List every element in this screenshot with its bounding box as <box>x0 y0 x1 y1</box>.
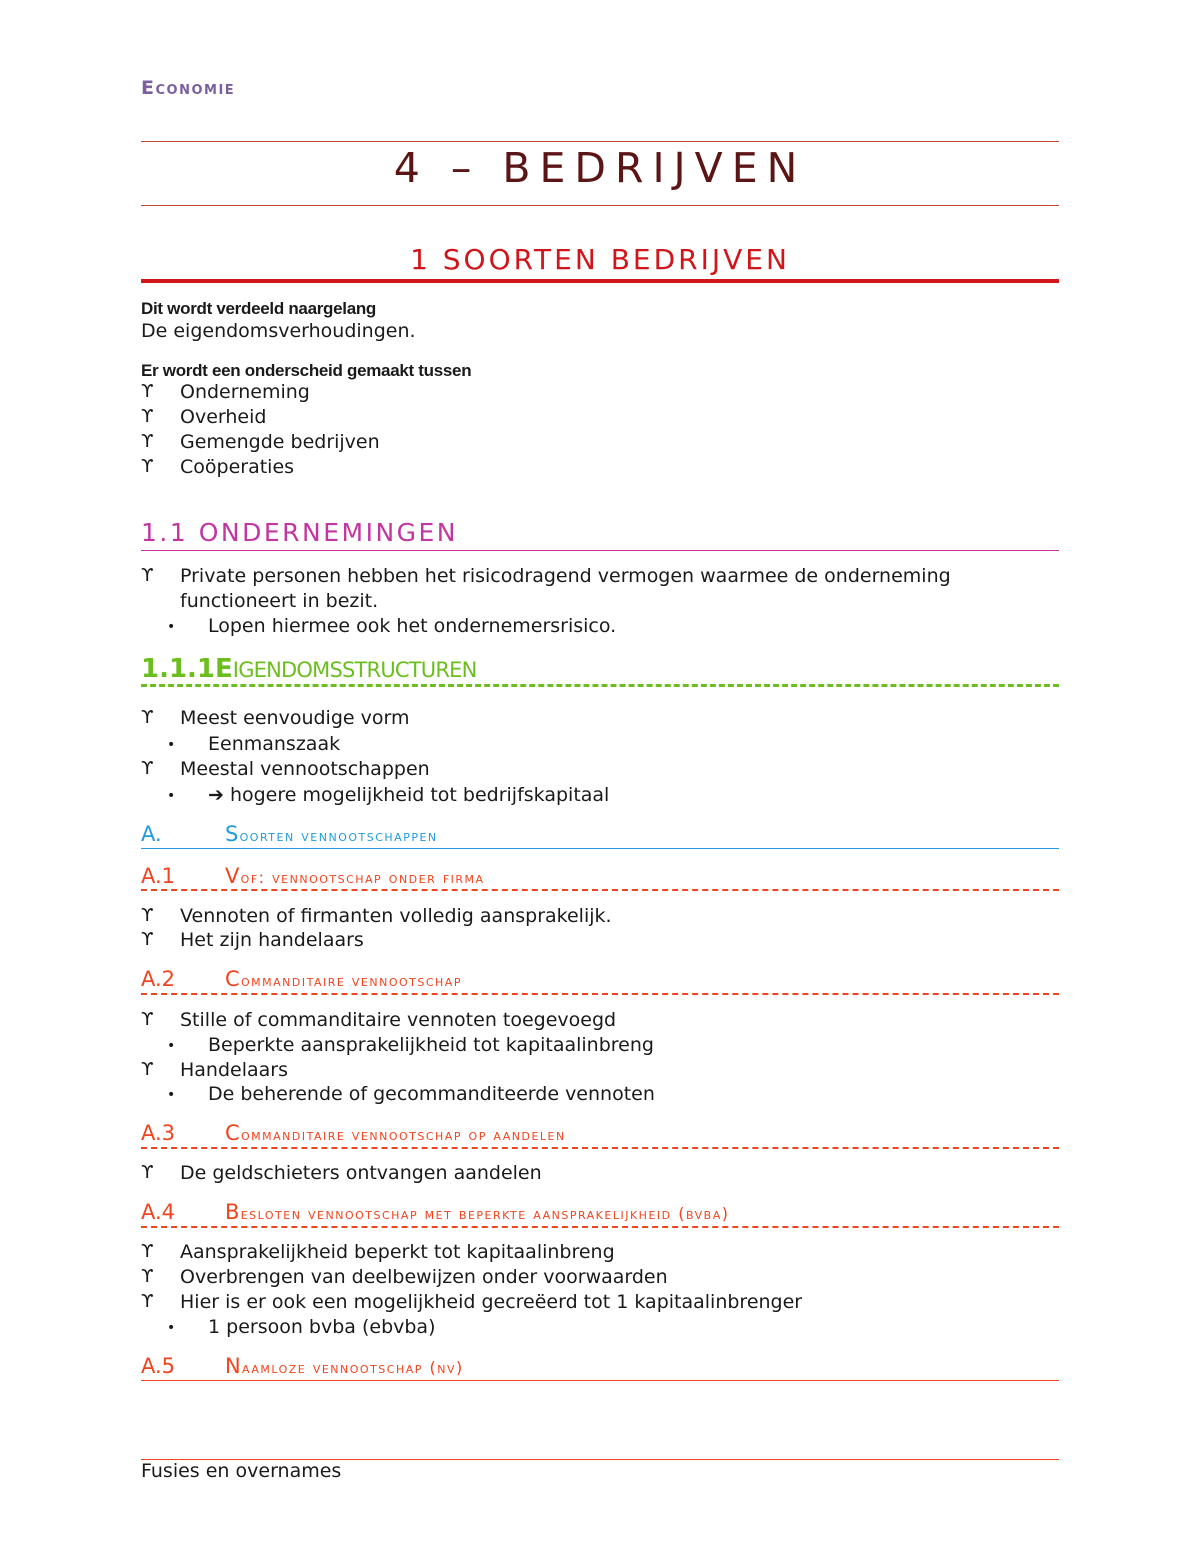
list-item-text: Gemengde bedrijven <box>180 431 380 453</box>
section-a-heading: A. Soorten vennootschappen <box>141 822 438 846</box>
intro-label: Dit wordt verdeeld naargelang <box>141 299 377 318</box>
bullet-icon: ϒ <box>141 431 154 452</box>
section-a-rule <box>141 848 1059 849</box>
dot-bullet-icon: • <box>167 788 176 804</box>
bullet-icon: ϒ <box>141 1059 154 1080</box>
list-item-text: De geldschieters ontvangen aandelen <box>180 1162 542 1184</box>
list-item-text: Overbrengen van deelbewijzen onder voorwaarden <box>180 1266 668 1288</box>
section-1-rule <box>141 279 1059 283</box>
section-a4-rule <box>141 1226 1059 1228</box>
list-item-text: Stille of commanditaire vennoten toegevoegd <box>180 1009 617 1031</box>
document-page <box>141 0 1059 1553</box>
bullet-icon: ϒ <box>141 758 154 779</box>
dot-bullet-icon: • <box>167 1087 176 1103</box>
section-1-1-1-heading: 1.1.1EIGENDOMSSTRUCTUREN <box>141 654 477 684</box>
dot-bullet-icon: • <box>167 1320 176 1336</box>
chapter-title: 4 – BEDRIJVEN <box>393 144 807 192</box>
dot-bullet-icon: • <box>167 619 176 635</box>
bullet-icon: ϒ <box>141 381 154 402</box>
list-item-text: Hier is er ook een mogelijkheid gecreëerd tot 1 kapitaalinbrenger <box>180 1291 803 1313</box>
section-a1-heading: A.1 Vof: vennootschap onder firma <box>141 864 485 888</box>
dot-bullet-icon: • <box>167 737 176 753</box>
section-a1-rule <box>141 889 1059 891</box>
list-item-text: Aansprakelijkheid beperkt tot kapitaalinbreng <box>180 1241 615 1263</box>
list-item-text: Het zijn handelaars <box>180 929 364 951</box>
section-a2-heading: A.2 Commanditaire vennootschap <box>141 967 462 991</box>
bullet-icon: ϒ <box>141 707 154 728</box>
sub-list-item-text: De beherende of gecommanditeerde vennoten <box>208 1083 655 1105</box>
bullet-icon: ϒ <box>141 905 154 926</box>
list-item-text: Onderneming <box>180 381 310 403</box>
section-1-1-heading: 1.1 ONDERNEMINGEN <box>141 518 459 547</box>
course-header: Economie <box>141 77 236 99</box>
bullet-icon: ϒ <box>141 929 154 950</box>
page-footer: Fusies en overnames <box>141 1460 342 1482</box>
chapter-rule-bottom <box>141 205 1059 206</box>
section-a3-heading: A.3 Commanditaire vennootschap op aandelen <box>141 1121 566 1145</box>
bullet-icon: ϒ <box>141 1266 154 1287</box>
section-a3-rule <box>141 1147 1059 1149</box>
list-item-text: Handelaars <box>180 1059 288 1081</box>
sub-list-item-text: ➔ hogere mogelijkheid tot bedrijfskapitaal <box>208 784 610 806</box>
sub-list-item-text: 1 persoon bvba (ebvba) <box>208 1316 436 1338</box>
section-a2-rule <box>141 993 1059 995</box>
section-1-heading: 1 SOORTEN BEDRIJVEN <box>410 243 790 276</box>
list-item-text: Meest eenvoudige vorm <box>180 707 410 729</box>
section-a4-heading: A.4 Besloten vennootschap met beperkte aansprakelijkheid (bvba) <box>141 1200 730 1224</box>
bullet-icon: ϒ <box>141 1241 154 1262</box>
bullet-icon: ϒ <box>141 456 154 477</box>
list-item-text: Private personen hebben het risicodragend vermogen waarmee de onderneming <box>180 565 951 587</box>
list-item-text: Vennoten of firmanten volledig aansprakelijk. <box>180 905 612 927</box>
list-item-text: Coöperaties <box>180 456 295 478</box>
section-1-1-rule <box>141 550 1059 551</box>
section-a5-rule <box>141 1380 1059 1381</box>
dot-bullet-icon: • <box>167 1038 176 1054</box>
bullet-icon: ϒ <box>141 1162 154 1183</box>
list-item-text: Overheid <box>180 406 267 428</box>
sub-list-item-text: Beperkte aansprakelijkheid tot kapitaalinbreng <box>208 1034 654 1056</box>
bullet-icon: ϒ <box>141 565 154 586</box>
bullet-icon: ϒ <box>141 1009 154 1030</box>
list-label: Er wordt een onderscheid gemaakt tussen <box>141 361 472 380</box>
list-item-text: functioneert in bezit. <box>180 590 379 612</box>
sub-list-item-text: Eenmanszaak <box>208 733 341 755</box>
sub-list-item-text: Lopen hiermee ook het ondernemersrisico. <box>208 615 617 637</box>
section-a5-heading: A.5 Naamloze vennootschap (nv) <box>141 1354 464 1378</box>
chapter-rule-top <box>141 141 1059 142</box>
bullet-icon: ϒ <box>141 406 154 427</box>
intro-text: De eigendomsverhoudingen. <box>141 320 416 342</box>
bullet-icon: ϒ <box>141 1291 154 1312</box>
section-1-1-1-rule <box>141 684 1059 687</box>
list-item-text: Meestal vennootschappen <box>180 758 430 780</box>
